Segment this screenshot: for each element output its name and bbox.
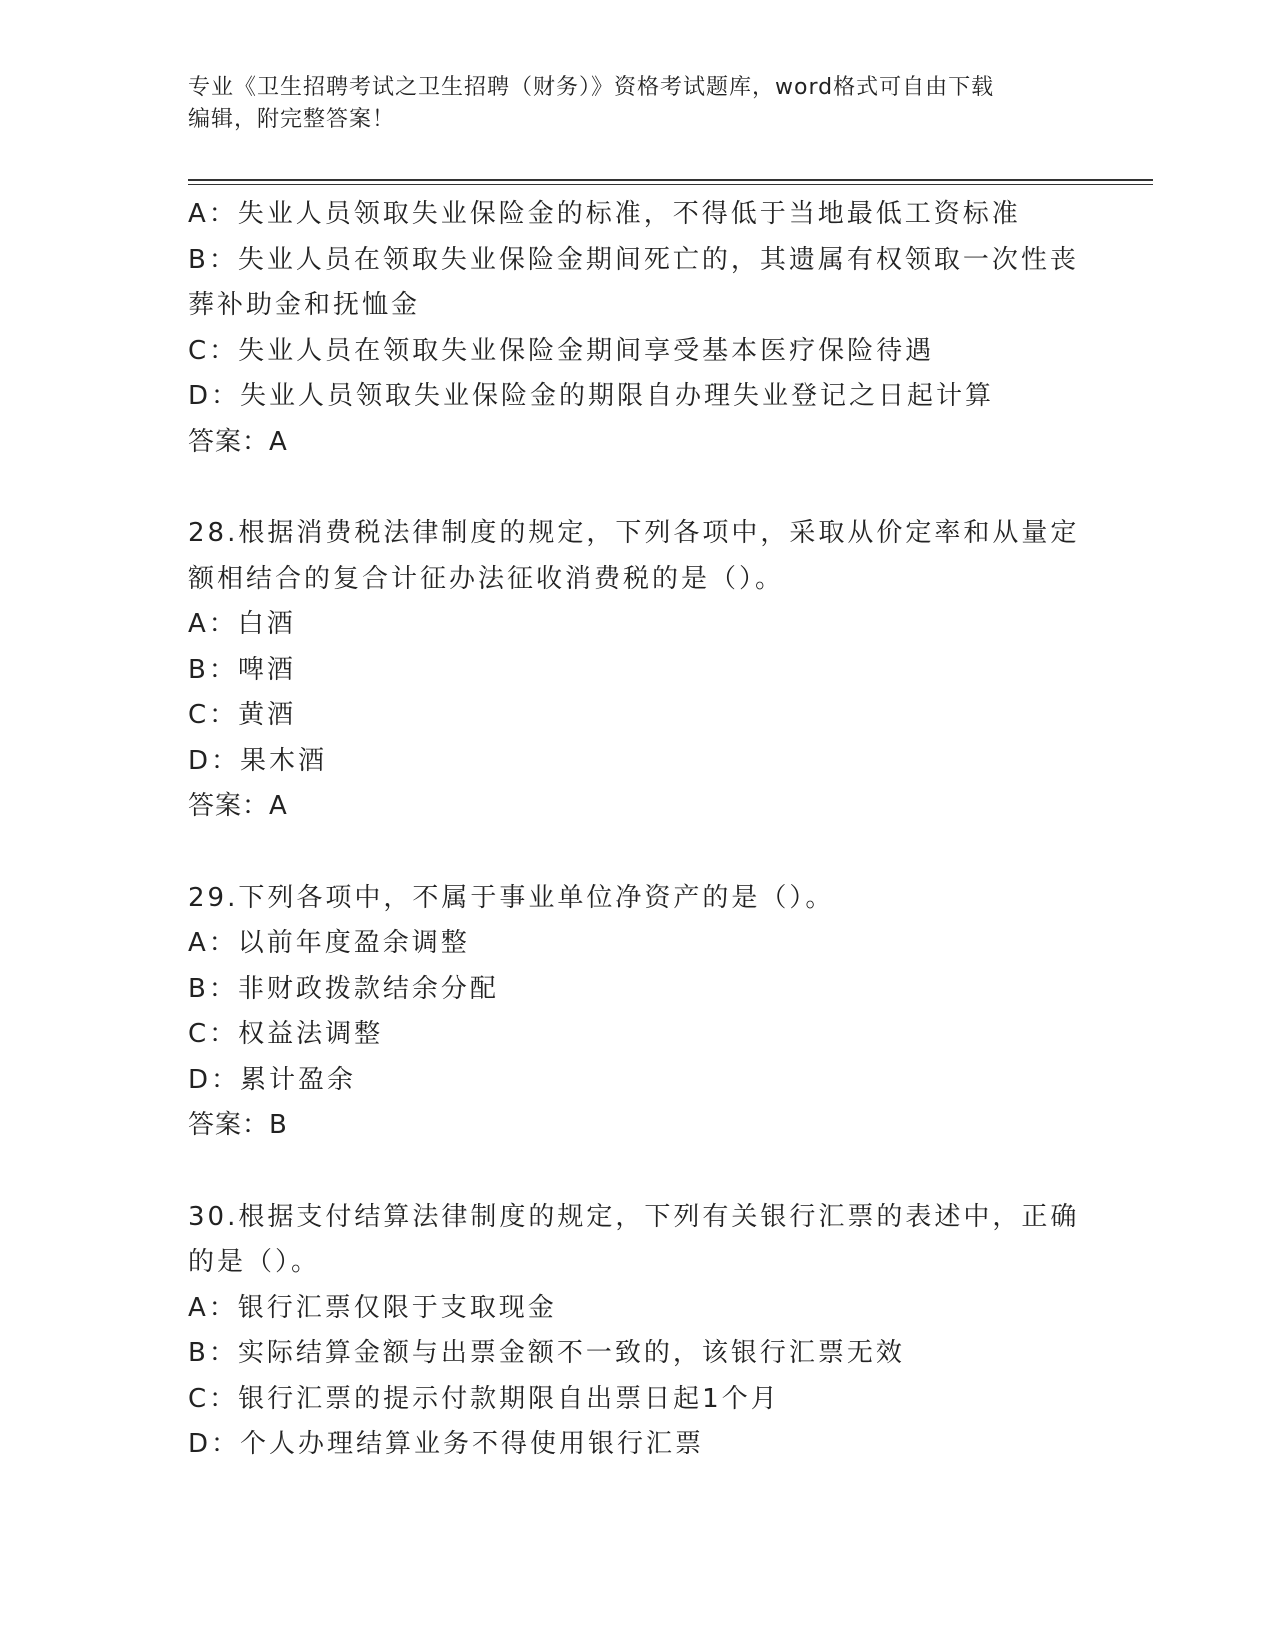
header-line: 编辑，附完整答案！ (188, 107, 396, 132)
question-list (188, 192, 1088, 1468)
question-stem: 的是（）。 (188, 1247, 321, 1277)
question-stem: 28.根据消费税法律制度的规定，下列各项中，采取从价定率和从量定 (188, 518, 1080, 548)
option-line: C：黄酒 (188, 700, 297, 730)
option-line: D：果木酒 (188, 745, 328, 776)
option-line: C：失业人员在领取失业保险金期间享受基本医疗保险待遇 (188, 335, 935, 366)
option-line: B：啤酒 (188, 654, 296, 685)
option-line: D：失业人员领取失业保险金的期限自办理失业登记之日起计算 (188, 381, 995, 411)
question-30 (188, 1195, 1088, 1468)
header-divider (188, 184, 1153, 185)
option-line: D：累计盈余 (188, 1064, 357, 1095)
option-line: B：实际结算金额与出票金额不一致的，该银行汇票无效 (188, 1338, 905, 1368)
answer-line: 答案：B (188, 1110, 288, 1140)
question-stem: 额相结合的复合计征办法征收消费税的是（）。 (188, 563, 785, 594)
page-header (188, 72, 1088, 136)
option-line: C：权益法调整 (188, 1019, 384, 1049)
answer-line: 答案：A (188, 791, 288, 821)
question-28 (188, 511, 1088, 830)
option-line: A：失业人员领取失业保险金的标准，不得低于当地最低工资标准 (188, 199, 1021, 229)
question-27 (188, 192, 1088, 465)
option-line: C：银行汇票的提示付款期限自出票日起1个月 (188, 1383, 780, 1414)
option-line: A：以前年度盈余调整 (188, 928, 470, 958)
question-29 (188, 876, 1088, 1149)
question-stem: 29.下列各项中，不属于事业单位净资产的是（）。 (188, 882, 835, 913)
header-divider (188, 179, 1153, 181)
option-line: D：个人办理结算业务不得使用银行汇票 (188, 1429, 705, 1459)
option-line: B：非财政拨款结余分配 (188, 973, 499, 1004)
answer-line: 答案：A (188, 426, 288, 457)
option-line: B：失业人员在领取失业保险金期间死亡的，其遗属有权领取一次性丧 (188, 244, 1079, 275)
option-line: A：银行汇票仅限于支取现金 (188, 1292, 557, 1323)
option-line: A：白酒 (188, 609, 296, 639)
question-stem: 30.根据支付结算法律制度的规定，下列有关银行汇票的表述中，正确 (188, 1201, 1080, 1232)
header-line: 专业《卫生招聘考试之卫生招聘（财务）》资格考试题库，word格式可自由下载 (188, 75, 995, 100)
option-line: 葬补助金和抚恤金 (188, 290, 421, 320)
